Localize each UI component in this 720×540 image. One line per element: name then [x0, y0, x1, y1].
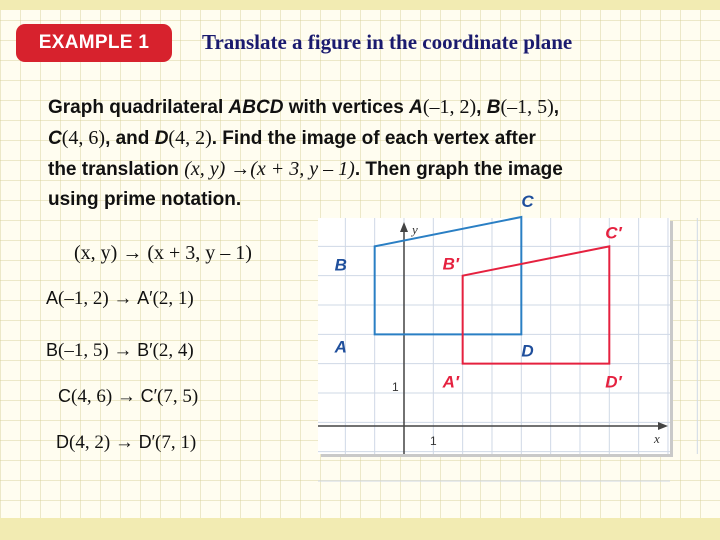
- bottom-border-strip: [0, 518, 720, 540]
- image-vertex-letter: C′: [140, 386, 158, 406]
- arrow: →: [108, 288, 138, 309]
- problem-text: . Then graph the image: [354, 159, 563, 180]
- problem-text: using prime notation.: [48, 189, 242, 210]
- vertex-coordinate: (4, 2): [168, 127, 212, 149]
- image-vertex-letter: B′: [137, 340, 153, 360]
- image-vertex-label: B′: [442, 254, 460, 274]
- x-axis-arrowhead: [658, 422, 668, 430]
- image-vertex-label: D′: [605, 372, 622, 392]
- image-vertex-label: C′: [605, 223, 622, 243]
- vertex-letter: A: [409, 97, 423, 118]
- x-axis-label: x: [654, 431, 660, 446]
- problem-text: the translation: [48, 159, 185, 180]
- translation-rule-inline: (x, y) →(x + 3, y – 1): [184, 158, 355, 180]
- vertex-coordinate: (4, 6): [61, 127, 106, 149]
- problem-line-1: [48, 92, 708, 123]
- vertex-coordinate: (–1, 5): [500, 96, 554, 118]
- example-badge-label: EXAMPLE 1: [38, 32, 150, 53]
- x-tick-label: 1: [430, 434, 437, 448]
- translation-rule: (x, y) → (x + 3, y – 1): [74, 242, 252, 264]
- mapping-row-b: [46, 340, 194, 362]
- problem-text: ,: [553, 97, 560, 118]
- arrow: →: [110, 432, 139, 453]
- example-badge: [16, 24, 172, 62]
- image-coordinate: (2, 4): [152, 340, 194, 361]
- problem-line-2: [48, 123, 708, 154]
- y-tick-label: 1: [392, 380, 399, 394]
- arrow: →: [112, 386, 141, 407]
- mapping-row-c: [58, 386, 198, 408]
- problem-text: with vertices: [283, 97, 410, 118]
- arrow: →: [108, 340, 138, 361]
- quadrilateral-name: ABCD: [228, 97, 284, 118]
- original-coordinate: (4, 2): [69, 432, 111, 453]
- top-border-strip: [0, 0, 720, 10]
- problem-text: , and: [105, 128, 155, 149]
- problem-statement: [48, 92, 708, 215]
- vertex-letter: D: [154, 128, 169, 149]
- image-coordinate: (7, 5): [157, 386, 199, 407]
- vertex-label: C: [521, 192, 534, 212]
- original-coordinate: (–1, 2): [58, 288, 109, 309]
- original-coordinate: (–1, 5): [58, 340, 109, 361]
- image-vertex-letter: A′: [137, 288, 153, 308]
- vertex-letter: B: [46, 340, 59, 360]
- y-axis-arrowhead: [400, 222, 408, 232]
- image-vertex-label: A′: [442, 372, 460, 392]
- vertex-label: D: [521, 341, 534, 361]
- vertex-letter: A: [46, 288, 59, 308]
- image-coordinate: (7, 1): [155, 432, 197, 453]
- problem-text: . Find the image of each vertex after: [211, 128, 536, 149]
- problem-text: Graph quadrilateral: [48, 97, 229, 118]
- vertex-letter: B: [486, 97, 501, 118]
- original-coordinate: (4, 6): [71, 386, 113, 407]
- vertex-letter: D: [56, 432, 69, 452]
- problem-text: ,: [476, 97, 487, 118]
- page-title: Translate a figure in the coordinate plane: [202, 30, 573, 54]
- vertex-label: A: [334, 337, 347, 357]
- coordinate-graph: [318, 192, 670, 454]
- problem-line-4: [48, 185, 708, 215]
- image-coordinate: (2, 1): [152, 288, 194, 309]
- vertex-letter: C: [48, 128, 62, 149]
- vertex-label: B: [334, 255, 347, 275]
- mapping-row-a: [46, 288, 194, 310]
- problem-line-3: [48, 154, 708, 185]
- vertex-coordinate: (–1, 2): [422, 96, 477, 118]
- image-vertex-letter: D′: [138, 432, 156, 452]
- vertex-letter: C: [58, 386, 71, 406]
- mapping-row-d: [56, 432, 196, 454]
- graph-canvas: [318, 192, 670, 454]
- y-axis-label: y: [412, 222, 418, 237]
